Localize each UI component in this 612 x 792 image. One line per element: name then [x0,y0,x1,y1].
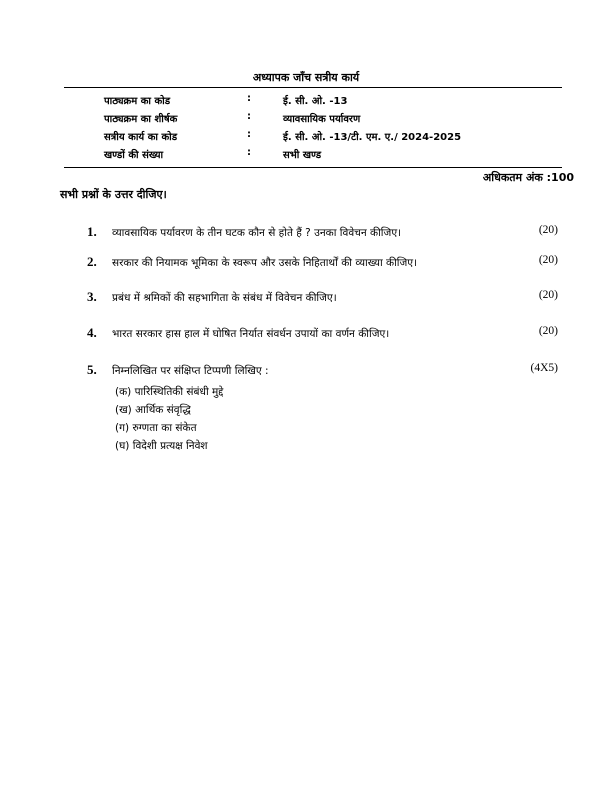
meta-colon: : [247,93,251,104]
sub-item: (ख) आर्थिक संवृद्धि [115,404,191,416]
meta-row-assignment-code [0,129,612,147]
meta-colon: : [247,111,251,122]
meta-value: सभी खण्ड [283,150,322,161]
instruction: सभी प्रश्नों के उत्तर दीजिए। [60,188,167,201]
sub-item: (ग) रुग्णता का संकेत [115,422,197,434]
page-title: अध्यापक जाँच सत्रीय कार्य [252,71,360,84]
meta-row-course-title [0,111,612,129]
question-marks: (20) [538,289,558,301]
meta-value: व्यावसायिक पर्यावरण [283,114,361,125]
question-number: 2. [87,254,97,269]
question-number: 1. [87,224,97,239]
question-number: 3. [87,289,97,304]
meta-label: खण्डों की संख्या [104,150,164,161]
meta-value: ई. सी. ओ. -13/टी. एम. ए./ 2024-2025 [283,132,462,143]
meta-colon: : [247,147,251,158]
question-number: 4. [87,325,97,340]
question-number: 5. [87,362,97,377]
meta-label: पाठ्यक्रम का शीर्षक [104,114,178,125]
header-top-rule [64,87,562,88]
question-marks: (20) [538,254,558,266]
meta-label: पाठ्यक्रम का कोड [104,96,171,107]
question-marks: (20) [538,325,558,337]
meta-label: सत्रीय कार्य का कोड [104,132,178,143]
question-marks: (4X5) [530,362,558,374]
question-text: व्यावसायिक पर्यावरण के तीन घटक कौन से होते हैं ? उनका विवेचन कीजिए। [112,227,402,239]
meta-row-blocks [0,147,612,165]
sub-item: (क) पारिस्थितिकी संबंधी मुद्दे [115,386,224,398]
question-text: भारत सरकार हास हाल में घोषित निर्यात संवर्धन उपायों का वर्णन कीजिए। [112,328,390,340]
meta-value: ई. सी. ओ. -13 [283,96,348,107]
max-marks: अधिकतम अंक :100 [482,171,574,184]
sub-item: (घ) विदेशी प्रत्यक्ष निवेश [115,440,208,452]
question-text: प्रबंध में श्रमिकों की सहभागिता के संबंध में विवेचन कीजिए। [112,292,337,304]
meta-row-course-code [0,93,612,111]
question-text: सरकार की नियामक भूमिका के स्वरूप और उसके निहितार्थों की व्याख्या कीजिए। [112,257,418,269]
question-marks: (20) [538,224,558,236]
meta-colon: : [247,129,251,140]
header-bottom-rule [64,167,562,168]
question-text: निम्नलिखित पर संक्षिप्त टिप्पणी लिखिए : [112,365,269,377]
